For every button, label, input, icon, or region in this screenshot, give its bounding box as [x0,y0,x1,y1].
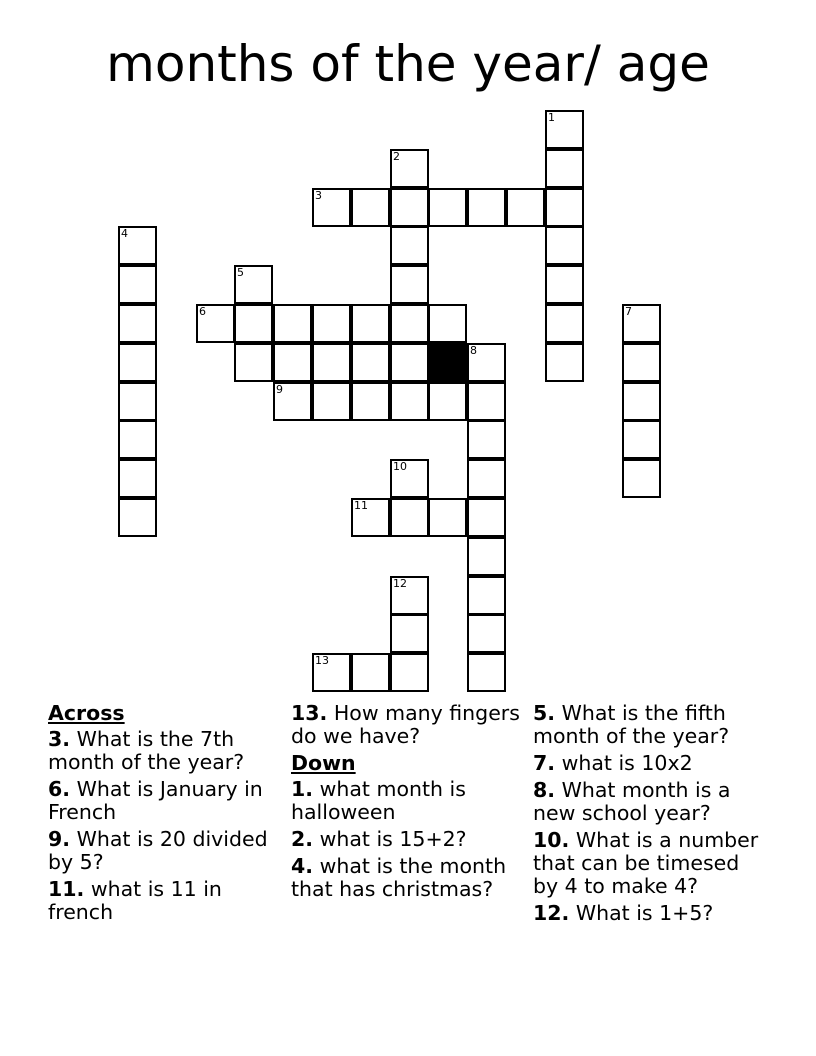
clue-item [291,702,523,748]
clue-number-label: 13 [315,654,329,667]
clue-text: How many fingers do we have? [291,701,520,748]
crossword-cell[interactable] [467,343,506,382]
crossword-cell[interactable] [351,343,390,382]
crossword-cell[interactable] [390,149,429,188]
crossword-cell[interactable] [118,382,157,421]
crossword-cell[interactable] [545,149,584,188]
crossword-cell[interactable] [273,304,312,343]
clue-number-label: 5 [237,266,244,279]
clue-text: What is 1+5? [575,901,714,925]
clue-item [533,752,765,775]
crossword-cell[interactable] [118,498,157,537]
clue-column-1 [48,702,280,928]
crossword-cell[interactable] [234,304,273,343]
clue-text: What is the fifth month of the year? [533,701,730,748]
clue-text: what month is halloween [291,777,466,824]
puzzle-title: months of the year/ age [106,35,710,93]
clue-text: what is 10x2 [561,751,693,775]
crossword-cell[interactable] [622,420,661,459]
clue-number: 13. [291,701,328,725]
crossword-cell[interactable] [312,188,351,227]
crossword-cell[interactable] [467,498,506,537]
clue-item [291,778,523,824]
crossword-cell[interactable] [196,304,235,343]
crossword-cell[interactable] [428,382,467,421]
crossword-cell[interactable] [118,265,157,304]
crossword-cell[interactable] [428,304,467,343]
crossword-cell[interactable] [467,459,506,498]
crossword-cell[interactable] [467,382,506,421]
crossword-cell[interactable] [545,304,584,343]
clue-item [533,779,765,825]
crossword-cell[interactable] [351,382,390,421]
clue-number: 2. [291,827,314,851]
clue-number: 12. [533,901,570,925]
crossword-cell[interactable] [273,382,312,421]
crossword-cell[interactable] [390,304,429,343]
clue-text: What is the 7th month of the year? [48,727,245,774]
clue-number: 11. [48,877,85,901]
clue-text: What is a number that can be timesed by 4 to make 4? [533,828,759,898]
crossword-cell[interactable] [622,382,661,421]
crossword-cell[interactable] [351,188,390,227]
clue-number: 9. [48,827,71,851]
clue-text: what is the month that has christmas? [291,854,507,901]
clue-number-label: 3 [315,189,322,202]
crossword-cell[interactable] [390,653,429,692]
clue-text: what is 11 in french [48,877,222,924]
crossword-cell[interactable] [234,343,273,382]
crossword-cell[interactable] [312,343,351,382]
clue-column-2 [291,702,523,905]
crossword-cell[interactable] [390,188,429,227]
crossword-cell[interactable] [390,459,429,498]
crossword-cell[interactable] [622,304,661,343]
crossword-cell[interactable] [390,382,429,421]
crossword-cell[interactable] [467,537,506,576]
clue-item [291,855,523,901]
crossword-cell[interactable] [118,420,157,459]
crossword-black-cell [428,343,467,382]
crossword-cell[interactable] [234,265,273,304]
clue-item [48,878,280,924]
clue-number-label: 8 [470,344,477,357]
crossword-cell[interactable] [390,576,429,615]
crossword-cell[interactable] [351,498,390,537]
crossword-cell[interactable] [545,265,584,304]
clue-number: 8. [533,778,556,802]
clue-number: 6. [48,777,71,801]
crossword-cell[interactable] [467,188,506,227]
clue-item [291,828,523,851]
crossword-cell[interactable] [351,304,390,343]
clue-number-label: 11 [354,499,368,512]
crossword-cell[interactable] [467,420,506,459]
clue-number-label: 1 [548,111,555,124]
crossword-cell[interactable] [467,653,506,692]
crossword-cell[interactable] [118,304,157,343]
clue-item [533,829,765,898]
clue-item [48,828,280,874]
clue-number: 7. [533,751,556,775]
clue-number-label: 9 [276,383,283,396]
clue-text: What is 20 divided by 5? [48,827,268,874]
crossword-cell[interactable] [506,188,545,227]
crossword-cell[interactable] [545,110,584,149]
crossword-cell[interactable] [273,343,312,382]
clue-number: 3. [48,727,71,751]
crossword-cell[interactable] [545,188,584,227]
crossword-cell[interactable] [351,653,390,692]
crossword-cell[interactable] [390,265,429,304]
across-heading: Across [48,701,125,725]
clue-number-label: 6 [199,305,206,318]
crossword-cell[interactable] [467,576,506,615]
clue-text: What month is a new school year? [533,778,731,825]
clue-item [48,728,280,774]
crossword-cell[interactable] [390,614,429,653]
crossword-cell[interactable] [467,614,506,653]
crossword-cell[interactable] [312,653,351,692]
crossword-cell[interactable] [390,226,429,265]
clue-number: 10. [533,828,570,852]
crossword-cell[interactable] [312,304,351,343]
crossword-cell[interactable] [390,498,429,537]
crossword-cell[interactable] [390,343,429,382]
clue-number-label: 2 [393,150,400,163]
clue-text: what is 15+2? [319,827,467,851]
crossword-cell[interactable] [622,459,661,498]
clue-text: What is January in French [48,777,263,824]
clue-number-label: 12 [393,577,407,590]
clue-number: 5. [533,701,556,725]
clue-number-label: 4 [121,227,128,240]
clue-item [48,778,280,824]
crossword-cell[interactable] [312,382,351,421]
crossword-cell[interactable] [118,226,157,265]
clue-item [533,702,765,748]
crossword-cell[interactable] [118,459,157,498]
crossword-cell[interactable] [545,226,584,265]
crossword-cell[interactable] [622,343,661,382]
clue-number: 4. [291,854,314,878]
clue-number: 1. [291,777,314,801]
down-heading: Down [291,751,356,775]
crossword-cell[interactable] [428,498,467,537]
clue-number-label: 10 [393,460,407,473]
clue-item [533,902,765,925]
crossword-cell[interactable] [428,188,467,227]
clue-number-label: 7 [625,305,632,318]
crossword-cell[interactable] [545,343,584,382]
crossword-cell[interactable] [118,343,157,382]
clue-column-3 [533,702,765,929]
